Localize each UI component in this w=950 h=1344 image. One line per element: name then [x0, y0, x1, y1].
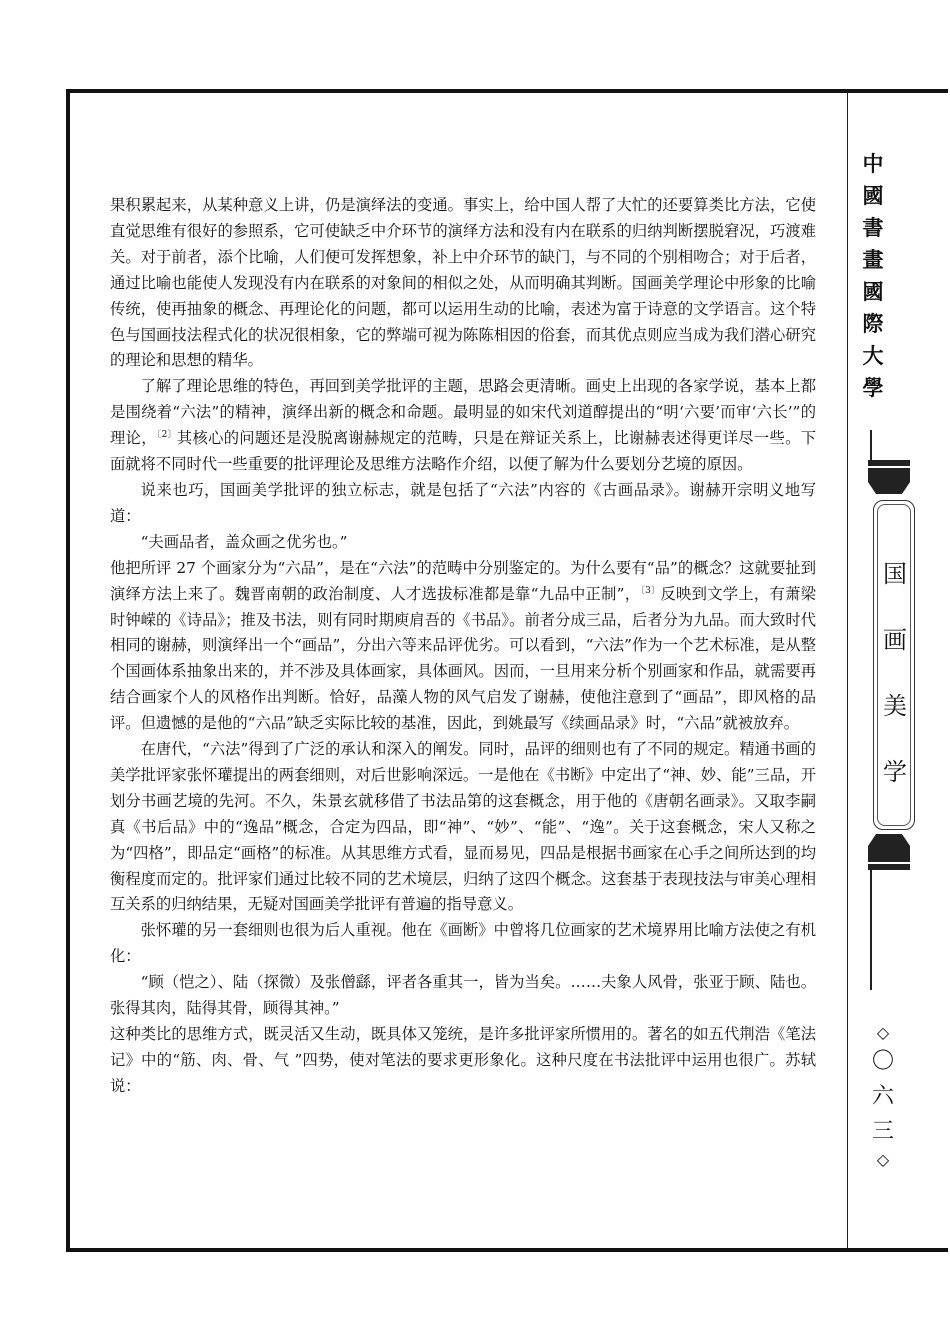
page-digit: 六 [871, 1084, 894, 1109]
footnote-ref-2: 〔2〕 [156, 430, 177, 441]
banner-bottom-ornament [868, 830, 910, 870]
banner-char: 学 [883, 758, 907, 786]
side-char: 書 [862, 215, 884, 240]
column-divider [847, 93, 848, 1248]
side-char: 大 [862, 343, 884, 368]
diamond-icon: ◇ [876, 1150, 890, 1169]
paragraph-7: 这种类比的思维方式，既灵活又生动，既具体又笼统，是许多批评家所惯用的。著名的如五代荆浩《笔法记》中的“筋、肉、骨、气 ”四势，使对笔法的要求更形象化。这种尺度在书法批评中运用也很广。苏轼说： [110, 1025, 816, 1095]
book-title-vertical [874, 541, 916, 805]
quote-2: “顾（恺之）、陆（探微）及张僧繇，评者各重其一，皆为当矣。……夫象人风骨，张亚于顾、陆也。张得其肉，陆得其骨，顾得其神。” [110, 973, 816, 1018]
banner-top-ornament [868, 460, 910, 500]
side-char: 中 [862, 151, 884, 176]
quote-1: “夫画品者，盖众画之优劣也。” [140, 532, 348, 551]
paragraph-2-text-a: 了解了理论思维的特色，再回到美学批评的主题，思路会更清晰。画史上出现的各家学说，基本上都是围绕着“六法”的精神，演绎出新的概念和命题。最明显的如宋代刘道醇提出的“明‘六要’而审‘六长’”的理论， [110, 377, 816, 448]
banner-char: 美 [883, 692, 907, 720]
body-text [110, 193, 816, 1100]
paragraph-4-text-a: 他把所评 27 个画家分为“六品”，是在“六法”的范畴中分别鉴定的。为什么要有“品”的概念？这就要扯到演绎方法上来了。魏晋南朝的政治制度、人才选拔标准都是靠“九品中正制”， [110, 558, 816, 603]
banner-char: 画 [883, 626, 907, 654]
side-char: 國 [862, 279, 884, 304]
footnote-ref-3: 〔3〕 [640, 585, 661, 596]
side-char: 際 [862, 311, 884, 336]
side-char: 學 [862, 375, 884, 400]
paragraph-2 [110, 374, 816, 478]
university-name-vertical [858, 148, 888, 404]
banner-bottom-rule [870, 870, 872, 990]
side-char: 畫 [862, 247, 884, 272]
page-digit: 〇 [871, 1049, 894, 1074]
page-number-vertical [863, 1022, 903, 1171]
banner-char: 国 [883, 560, 907, 588]
side-char: 國 [862, 183, 884, 208]
paragraph-6: 张怀瓘的另一套细则也很为后人重视。他在《画断》中曾将几位画家的艺术境界用比喻方法使之有机化： [110, 921, 816, 966]
banner-top-rule [870, 430, 872, 462]
page-digit: 三 [871, 1119, 894, 1144]
paragraph-5: 在唐代，“六法”得到了广泛的承认和深入的阐发。同时，品评的细则也有了不同的规定。精通书画的美学批评家张怀瓘提出的两套细则，对后世影响深远。一是他在《书断》中定出了“神、妙、能”三品，开划分书画艺境的先河。不久，朱景玄就移借了书法品第的这套概念，用于他的《唐朝名画录》。又取李嗣真《书后品》中的“逸品”概念，合定为四品，即“神”、“妙”、“能”、“逸”。关于这套概念，宋人又称之为“四格”，即品定“画格”的标准。从其思维方式看，显而易见，四品是根据书画家在心手之间所达到的均衡程度而定的。批评家们通过比较不同的艺术境层，归纳了这四个概念。这套基于表现技法与审美心理相互关系的归纳结果，无疑对国画美学批评有普遍的指导意义。 [110, 740, 816, 914]
paragraph-2-text-b: 其核心的问题还是没脱离谢赫规定的范畴，只是在辩证关系上，比谢赫表述得更详尽一些。下面就将不同时代一些重要的批评理论及思维方法略作介绍，以便了解为什么要划分艺境的原因。 [110, 429, 816, 474]
paragraph-1: 果积累起来，从某种意义上讲，仍是演绎法的变通。事实上，给中国人帮了大忙的还要算类比方法，它使直觉思维有很好的参照系，它可使缺乏中介环节的演绎方法和没有内在联系的归纳判断摆脱窘况，巧渡难关。对于前者，添个比喻，人们便可发挥想象，补上中介环节的缺门，与不同的个别相吻合；对于后者，通过比喻也能使人发现没有内在联系的对象间的相似之处，从而明确其判断。国画美学理论中形象的比喻传统，使再抽象的概念、再理论化的问题，都可以运用生动的比喻，表述为富于诗意的文学语言。这个特色与国画技法程式化的状况很相象，它的弊端可视为陈陈相因的俗套，而其优点则应当成为我们潜心研究的理论和思想的精华。 [110, 196, 816, 370]
paragraph-4-text-b: 反映到文学上，有萧梁时钟嵘的《诗品》；推及书法，则有同时期庾肩吾的《书品》。前者分成三品，后者分为九品。而大致时代相同的谢赫，则演绎出一个“画品”，分出六等来品评优劣。可以看到，“六法”作为一个艺术标准，是从整个国画体系抽象出来的，并不涉及具体画家，具体画风。因而，一旦用来分析个别画家和作品，就需要再结合画家个人的风格作出判断。恰好，品藻人物的风气启发了谢赫，使他注意到了“画品”，即风格的品评。但遗憾的是他的“六品”缺乏实际比较的基准，因此，到姚最写《续画品录》时，“六品”就被放弃。 [110, 584, 816, 733]
paragraph-4 [110, 556, 816, 737]
paragraph-3: 说来也巧，国画美学批评的独立标志，就是包括了“六法”内容的《古画品录》。谢赫开宗明义地写道： [110, 480, 816, 525]
diamond-icon: ◇ [876, 1023, 890, 1042]
book-title-banner [873, 500, 915, 830]
